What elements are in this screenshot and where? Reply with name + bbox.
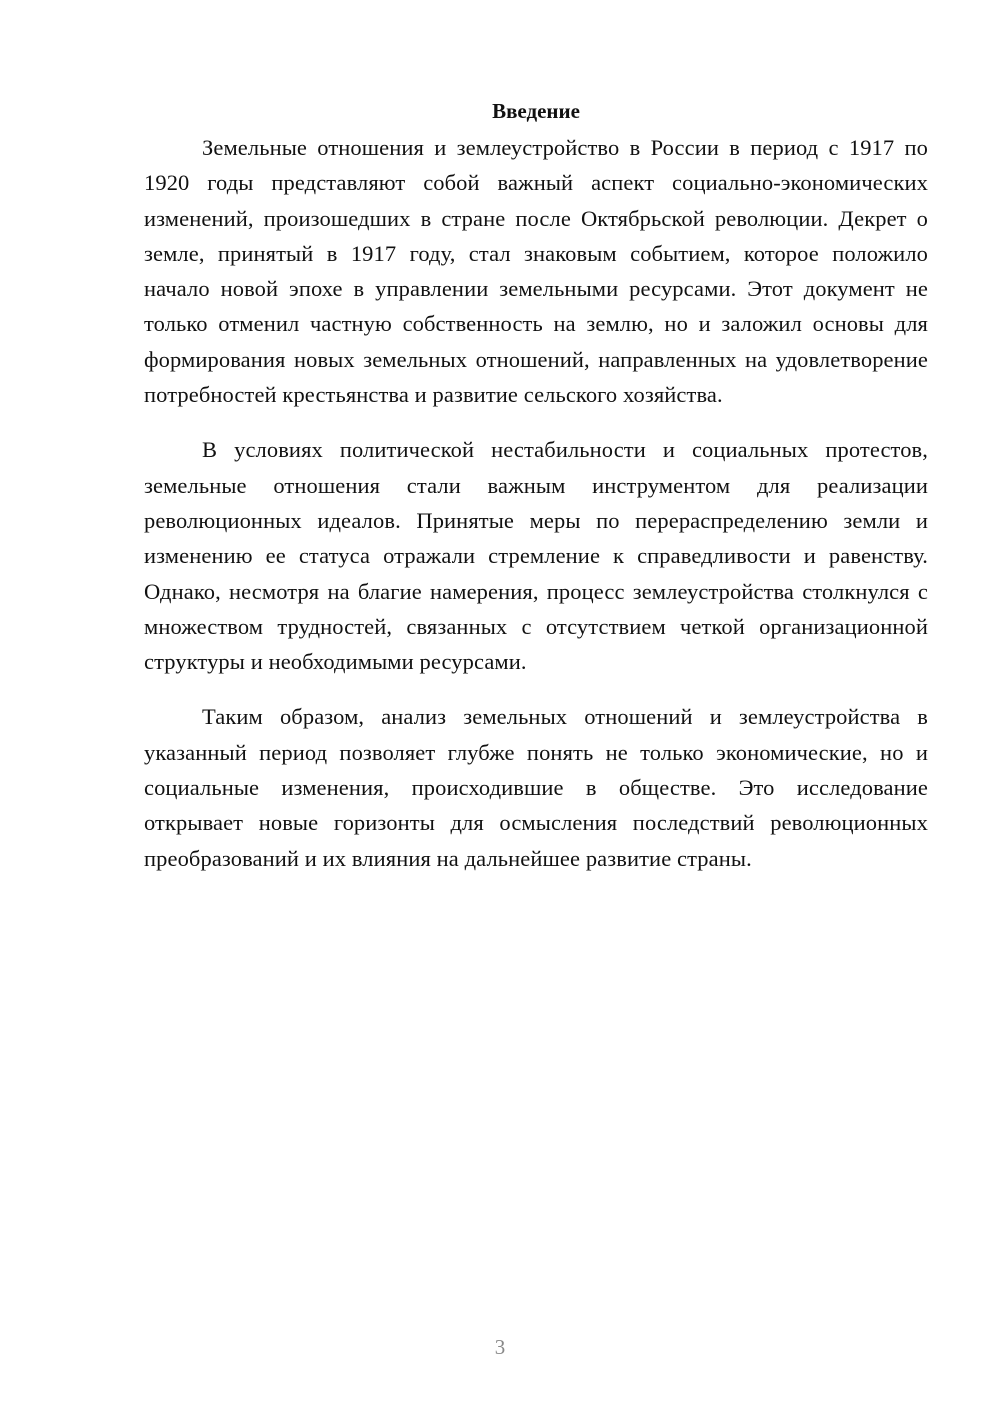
page-number: 3 [494, 1335, 506, 1359]
paragraph-3: Таким образом, анализ земельных отношений и землеустройства в указанный период позволяет глубже понять не только экономические, но и социальные изменения, происходившие в обществе. Это исследование открывает новые горизонты для осмысления последствий революционных преобразований и их влияния на дальнейшее развитие страны. [144, 704, 928, 871]
paragraph-1: Земельные отношения и землеустройство в России в период с 1917 по 1920 годы представляют собой важный аспект социально-экономических изменений, произошедших в стране после Октябрьской революции. Декрет о земле, принятый в 1917 году, стал знаковым событием, которое положило начало новой эпохе в управлении земельными ресурсами. Этот документ не только отменил частную собственность на землю, но и заложил основы для формирования новых земельных отношений, направленных на удовлетворение потребностей крестьянства и развитие сельского хозяйства. [144, 135, 928, 408]
section-heading: Введение [492, 99, 580, 123]
document-body [144, 96, 928, 896]
paragraph-2: В условиях политической нестабильности и социальных протестов, земельные отношения стали важным инструментом для реализации революционных идеалов. Принятые меры по перераспределению земли и изменению ее статуса отражали стремление к справедливости и равенству. Однако, несмотря на благие намерения, процесс землеустройства столкнулся с множеством трудностей, связанных с отсутствием четкой организационной структуры и необходимыми ресурсами. [144, 437, 928, 675]
